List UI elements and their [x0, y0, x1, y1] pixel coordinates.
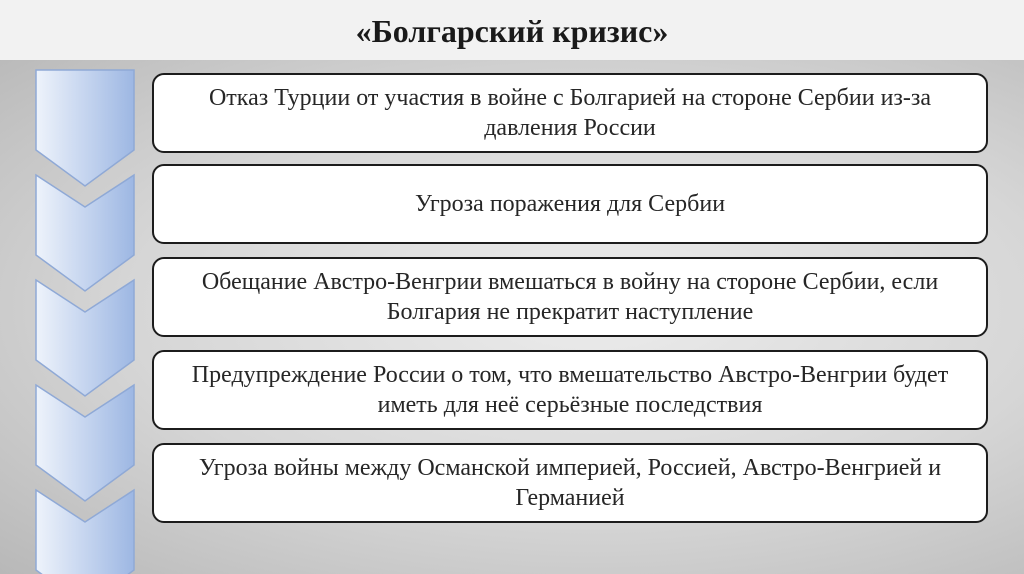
step-box-2 [152, 164, 988, 244]
step-box-4 [152, 350, 988, 430]
title-bar [0, 0, 1024, 60]
chevron-5 [36, 490, 134, 574]
step-text-4: Предупреждение России о том, что вмешательство Австро-Венгрии будет иметь для неё серьёзные последствия [191, 362, 949, 418]
chevron-process-arrow [0, 60, 160, 574]
step-box-3 [152, 257, 988, 337]
step-box-5 [152, 443, 988, 523]
chevron-1 [36, 70, 134, 186]
chevron-3 [36, 280, 134, 396]
chevron-4 [36, 385, 134, 501]
step-text-2: Угроза поражения для Сербии [414, 191, 726, 217]
slide-content [0, 60, 1024, 574]
chevron-2 [36, 175, 134, 291]
slide-title: «Болгарский кризис» [355, 12, 669, 49]
step-text-1: Отказ Турции от участия в войне с Болгарией на стороне Сербии из-за давления России [208, 85, 932, 141]
step-text-5: Угроза войны между Османской империей, Россией, Австро-Венгрией и Германией [198, 455, 942, 511]
step-box-1 [152, 73, 988, 153]
step-text-3: Обещание Австро-Венгрии вмешаться в войну на стороне Сербии, если Болгария не прекратит наступление [201, 269, 939, 325]
